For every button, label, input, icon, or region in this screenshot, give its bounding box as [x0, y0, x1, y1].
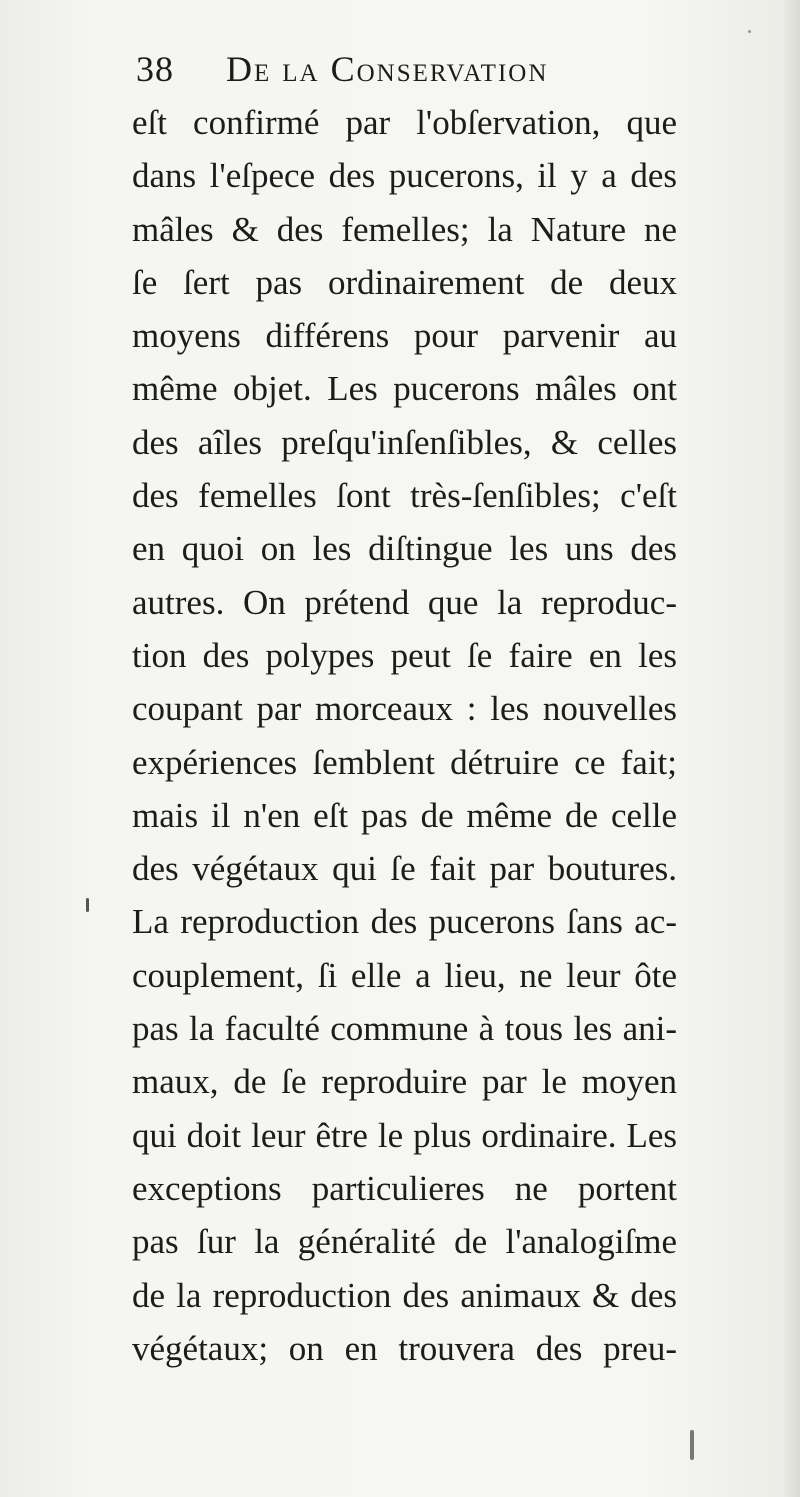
- text-line: coupant par morceaux : les nouvelles: [132, 689, 677, 729]
- text-line: des femelles ſont très-ſenſibles; c'eſt: [132, 476, 677, 516]
- page-number: 38: [136, 49, 174, 89]
- text-line: moyens différens pour parvenir au: [132, 316, 677, 356]
- running-title: De la Conservation: [226, 49, 549, 89]
- paper-speck: [86, 898, 89, 912]
- text-line: des aîles preſqu'inſenſibles, & celles: [132, 422, 677, 462]
- page-edge-shadow: [782, 0, 800, 1497]
- text-line: pas ſur la généralité de l'analogiſme: [132, 1222, 677, 1262]
- text-line: végétaux; on en trouvera des preu-: [132, 1328, 677, 1368]
- text-line: expériences ſemblent détruire ce fait;: [132, 742, 677, 782]
- text-line: mais il n'en eſt pas de même de celle: [132, 795, 677, 835]
- text-line: dans l'eſpece des pucerons, il y a des: [132, 156, 677, 196]
- body-text: [132, 96, 677, 1375]
- text-line: couplement, ſi elle a lieu, ne leur ôte: [132, 955, 677, 995]
- text-line: ſe ſert pas ordinairement de deux: [132, 262, 677, 302]
- text-line: de la reproduction des animaux & des: [132, 1275, 677, 1315]
- text-line: maux, de ſe reproduire par le moyen: [132, 1062, 677, 1102]
- text-line: pas la faculté commune à tous les ani-: [132, 1009, 677, 1049]
- text-line: en quoi on les diſtingue les uns des: [132, 529, 677, 569]
- text-line: exceptions particulieres ne portent: [132, 1168, 677, 1208]
- page-header: [136, 42, 656, 96]
- text-line: autres. On prétend que la reproduc-: [132, 582, 677, 622]
- paper-speck: [690, 1430, 694, 1460]
- paper-speck: [748, 30, 751, 33]
- text-line: eſt confirmé par l'obſervation, que: [132, 103, 677, 142]
- text-line: des végétaux qui ſe fait par boutures.: [132, 849, 677, 889]
- text-line: qui doit leur être le plus ordinaire. Les: [132, 1115, 677, 1155]
- text-line: La reproduction des pucerons ſans ac-: [132, 902, 677, 942]
- text-line: même objet. Les pucerons mâles ont: [132, 369, 677, 409]
- text-line: mâles & des femelles; la Nature ne: [132, 209, 677, 249]
- text-line: tion des polypes peut ſe faire en les: [132, 635, 677, 675]
